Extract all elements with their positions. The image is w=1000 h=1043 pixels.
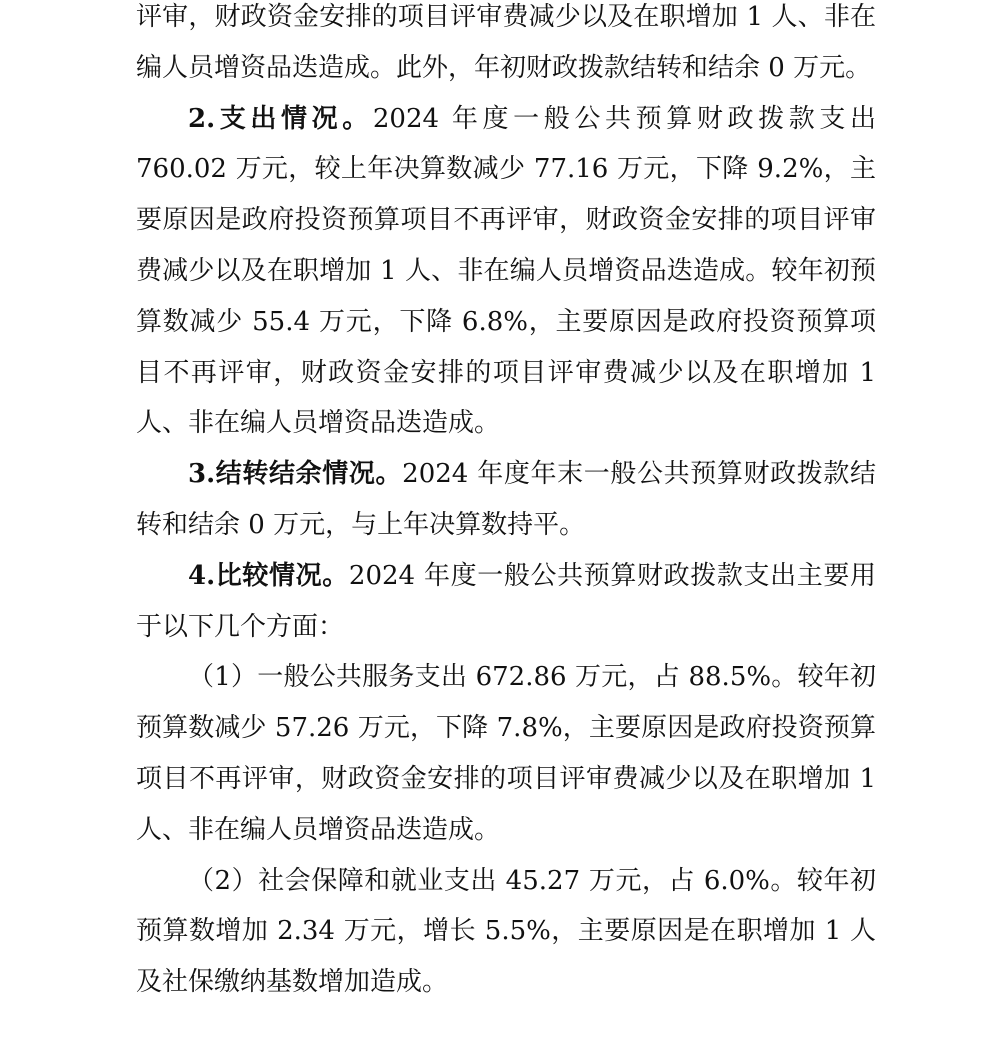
paragraph-text: （1）一般公共服务支出 672.86 万元，占 88.5%。较年初预算数减少 57.26 万元，下降 7.8%，主要原因是政府投资预算项目不再评审，财政资金安排的项目评审费减少以及在职增加 1 人、非在编人员增资品迭造成。 [136,662,876,845]
paragraph-text: 2024 年度一般公共预算财政拨款支出 760.02 万元，较上年决算数减少 77.16 万元，下降 9.2%，主要原因是政府投资预算项目不再评审，财政资金安排的项目评审费减少以及在职增加 1 人、非在编人员增资品迭造成。较年初预算数减少 55.4 万元，下降 6.8%，主要原因是政府投资预算项目不再评审，财政资金安排的项目评审费减少以及在职增加 1 人、非在编人员增资品迭造成。 [136,103,876,439]
paragraph-heading: 2.支出情况。 [188,103,373,134]
paragraph-text: （2）社会保障和就业支出 45.27 万元，占 6.0%。较年初预算数增加 2.34 万元，增长 5.5%，主要原因是在职增加 1 人及社保缴纳基数增加造成。 [136,865,876,998]
document-page [136,0,876,1008]
paragraph-3 [136,449,876,551]
paragraph-heading: 4.比较情况。 [188,560,349,591]
paragraph-6 [136,856,876,1008]
paragraph-text: 2024 年度年末一般公共预算财政拨款结转和结余 0 万元，与上年决算数持平。 [136,459,876,540]
paragraph-heading: 3.结转结余情况。 [188,459,403,490]
paragraph-text: 评审，财政资金安排的项目评审费减少以及在职增加 1 人、非在编人员增资品迭造成。此外，年初财政拨款结转和结余 0 万元。 [136,2,876,83]
paragraph-text: 2024 年度一般公共预算财政拨款支出主要用于以下几个方面： [136,560,876,642]
paragraph-2 [136,94,876,450]
paragraph-4 [136,551,876,653]
paragraph-5 [136,652,876,855]
paragraph-1 [136,0,876,94]
